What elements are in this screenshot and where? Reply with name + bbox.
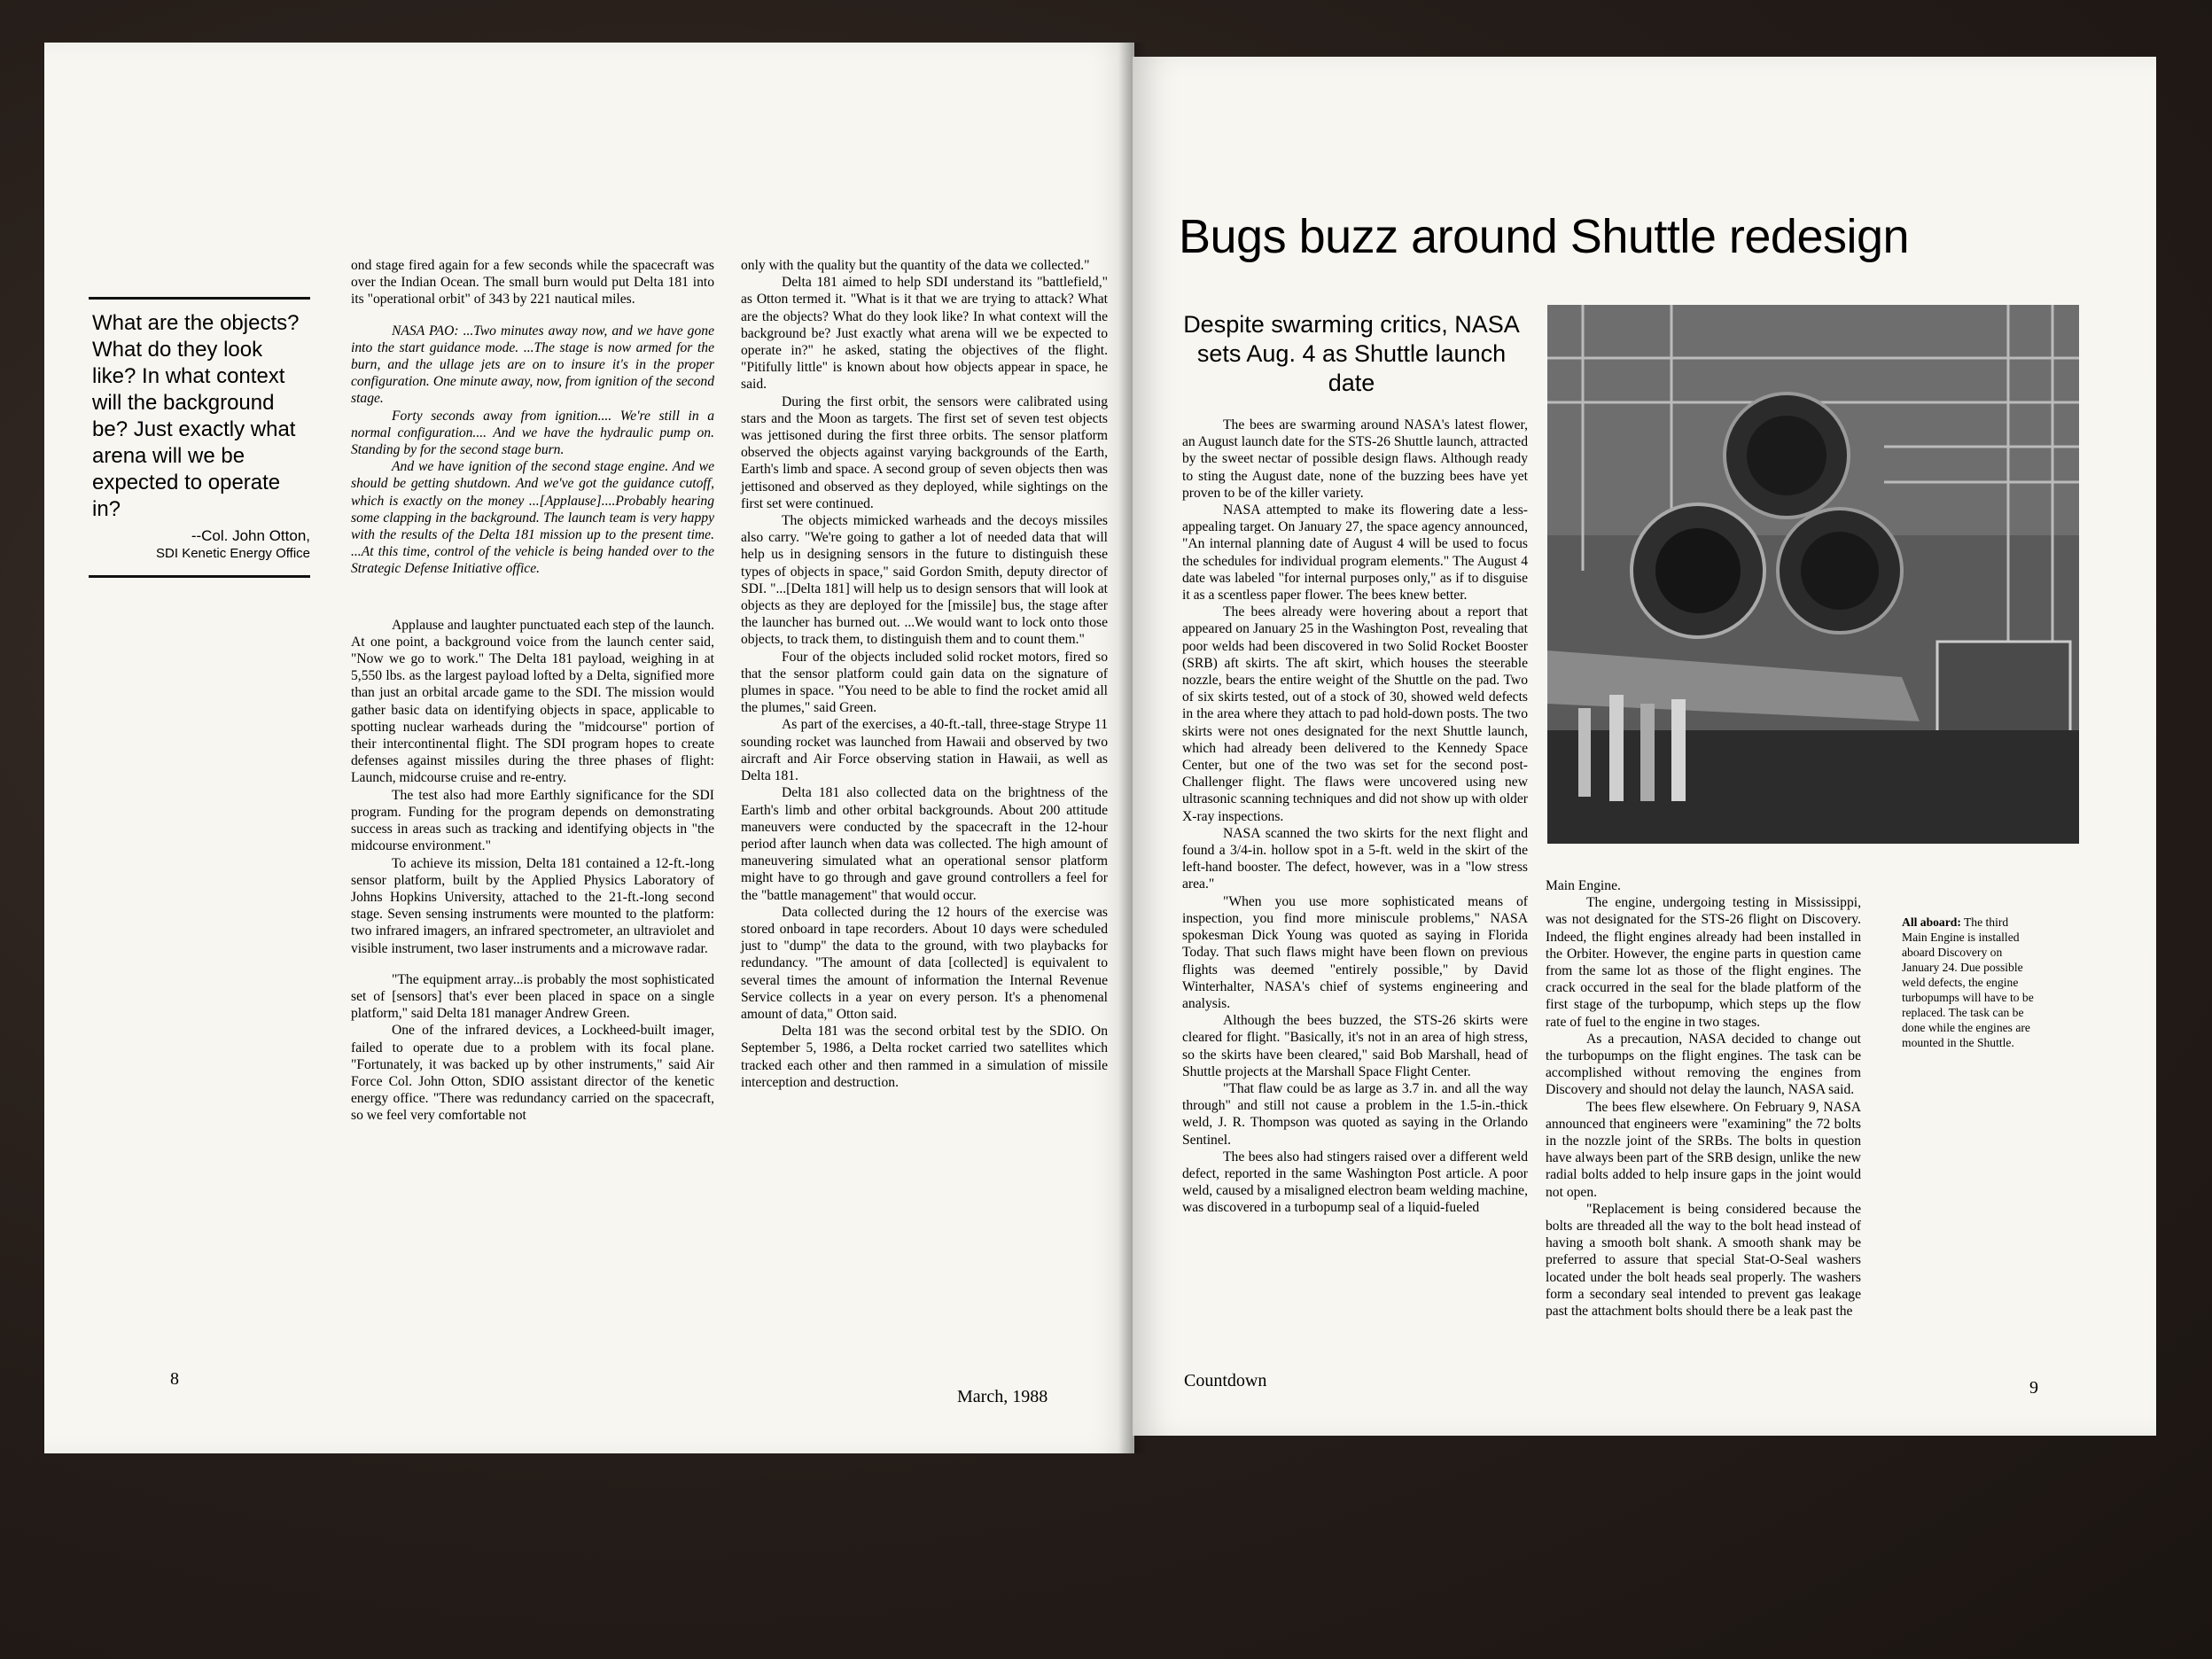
paragraph: "Replacement is being considered because the bolts are threaded all the way to the bolt head instead of having a smooth bolt shank. A smooth shank may be preferred to assure that special Stat-O-Seal washers located under the bolt heads seal properly. The washers form a secondary seal intended to prevent gas leakage past the attachment bolts should there be a leak past the — [1546, 1201, 1861, 1320]
photo-illustration — [1547, 305, 2079, 844]
pull-quote-attribution-title: SDI Kenetic Energy Office — [156, 546, 310, 561]
paragraph: only with the quality but the quantity of the data we collected." — [741, 258, 1090, 273]
paragraph: The bees flew elsewhere. On February 9, NASA announced that engineers were "examining" the 72 bolts in the nozzle joint of the SRBs. The bolts in question have always been part of the SRB design, unlike the new radial bolts added to help insure gaps in the joint would not open. — [1546, 1099, 1861, 1200]
paragraph-pao-transcript: And we have ignition of the second stage engine. And we should be getting shutdown. And we've got the guidance cutoff, which is exactly on the money ...[Applause]....Probably hearing some clapping in the background. The launch team is very happy with the results of the Delta 181 mission up to the present time. ...At this time, control of the vehicle is being handed over to the Strategic Defense Initiative office. — [351, 459, 714, 577]
right-page-number: 9 — [2029, 1378, 2038, 1398]
pull-quote-attribution-name: --Col. John Otton, — [191, 527, 310, 544]
right-page-column-2 — [1546, 877, 1861, 1320]
left-page-footer-date: March, 1988 — [957, 1387, 1048, 1406]
paragraph: The test also had more Earthly significance for the SDI program. Funding for the program depends on demonstrating success in areas such as tracking and identifying objects in "the midcourse environment." — [351, 787, 714, 854]
right-page-footer-title: Countdown — [1184, 1371, 1267, 1390]
paragraph: As part of the exercises, a 40-ft.-tall, three-stage Strype 11 sounding rocket was launched from Hawaii and observed by two aircraft and Air Force observing station in Hawaii, as well as Delta 181. — [741, 717, 1108, 784]
paragraph: Data collected during the 12 hours of the exercise was stored onboard in tape recorders. About 10 days were scheduled just to "dump" the data to the ground, with two playbacks for redundancy. "The amount of data [collected] is equivalent to several times the amount of information the Internal Revenue Service collects in a year on every person. It's a phenomenal amount of data," Otton said. — [741, 904, 1108, 1022]
paragraph: ond stage fired again for a few seconds while the spacecraft was over the Indian Ocean. The small burn would put Delta 181 into its "operational orbit" of 343 by 221 nautical miles. — [351, 258, 714, 308]
article-headline: Bugs buzz around Shuttle redesign — [1179, 210, 1910, 263]
paragraph: "That flaw could be as large as 3.7 in. and all the way through" and still not cause a problem in the 1.5-in.-thick weld, J. R. Thompson was quoted as saying in the Orlando Sentinel. — [1182, 1080, 1528, 1148]
pull-quote-box — [89, 297, 310, 578]
left-page-column-1 — [351, 257, 714, 1125]
paragraph: To achieve its mission, Delta 181 contained a 12-ft.-long sensor platform, built by the Applied Physics Laboratory of Johns Hopkins University, attached to the 21-ft.-long second stage. Seven sensing instruments were mounted to the platform: two infrared imagers, an infrared spectrometer, an ultraviolet and visible instrument, two laser instruments and a microwave radar. — [351, 855, 714, 956]
paragraph: As a precaution, NASA decided to change out the turbopumps on the flight engines. The task can be accomplished without removing the engines from Discovery and should not delay the launch, NASA said. — [1546, 1031, 1861, 1098]
paragraph: Main Engine. — [1546, 878, 1621, 893]
shuttle-engine-photo — [1547, 305, 2079, 844]
pull-quote-text: What are the objects? What do they look like? In what context will the background be? Just exactly what arena will we be expected to operate in? — [92, 311, 300, 521]
paragraph: The bees are swarming around NASA's latest flower, an August launch date for the STS-26 Shuttle launch, attracted by the sweet nectar of possible design flaws. Although ready to sting the August date, none of the buzzing bees have yet proven to be of the killer variety. — [1182, 417, 1528, 501]
photo-caption-lead: All aboard: — [1902, 915, 1961, 929]
paragraph: Applause and laughter punctuated each step of the launch. At one point, a background voice from the launch center said, "Now we go to work." The Delta 181 payload, weighing in at 5,550 lbs. as the largest payload lofted by a Delta, signified more than just an orbital arcade game to the SDI. The mission would gather basic data on identifying objects in space, applicable to spotting nuclear warheads during the "midcourse" portion of their intercontinental flight. The SDI program hopes to create defenses against missiles during the three phases of flight: Launch, midcourse cruise and re-entry. — [351, 617, 714, 786]
paragraph: Delta 181 was the second orbital test by the SDIO. On September 5, 1986, a Delta rocket carried two satellites which tracked each other and then rammed in a simulation of missile interception and destruction. — [741, 1024, 1108, 1090]
left-page-column-2 — [741, 257, 1108, 1091]
paragraph: The bees already were hovering about a report that appeared on January 25 in the Washington Post, revealing that poor welds had been discovered in two Solid Rocket Booster (SRB) aft skirts. The aft skirt, which houses the steerable nozzle, bears the entire weight of the Shuttle on the pad. Two of six skirts tested, out of a stock of 30, showed weld defects in the area where they attach to pad hold-down posts. The two skirts were not ones designated for the next Shuttle launch, which had already been delivered to the Kennedy Space Center, but one of the two was set for the second post-Challenger flight. The flaws were uncovered using new ultrasonic scanning techniques and did not show up with older X-ray inspections. — [1182, 604, 1528, 824]
paragraph: During the first orbit, the sensors were calibrated using stars and the Moon as targets. The first set of seven test objects was jettisoned during the first three orbits. The sensor platform observed the objects against varying backgrounds of the Earth, Earth's limb and space. A second group of seven objects then was jettisoned and observed as they deployed, while sightings on the first set were continued. — [741, 393, 1108, 511]
paragraph: "The equipment array...is probably the most sophisticated set of [sensors] that's ever been placed in space on a single platform," said Delta 181 manager Andrew Green. — [351, 971, 714, 1022]
paragraph-pao-transcript: Forty seconds away from ignition.... We're still in a normal configuration.... And we have the hydraulic pump on. Standing by for the second stage burn. — [351, 408, 714, 458]
paragraph: NASA scanned the two skirts for the next flight and found a 3/4-in. hollow spot in a 5-ft. weld in the skirt of the left-hand booster. The defect, however, was in a "low stress area." — [1182, 825, 1528, 892]
paragraph: "When you use more sophisticated means of inspection, you find more miniscule problems," NASA spokesman Dick Young was quoted as saying in Florida Today. That such flaws might have been flown on previous flights was deemed "entirely possible," by David Winterhalter, NASA's chief of systems engineering and analysis. — [1182, 893, 1528, 1011]
paragraph: NASA attempted to make its flowering date a less-appealing target. On January 27, the space agency announced, "An internal planning date of August 4 will be used to focus the schedules for individual program elements." The August 4 date was labeled "for internal purposes only," as if to disguise it as a scentless paper flower. The bees knew better. — [1182, 502, 1528, 604]
paragraph: The engine, undergoing testing in Mississippi, was not designated for the STS-26 flight on Discovery. Indeed, the flight engines already had been installed in the Orbiter. However, the engine parts in question came from the same lot as those of the flight engines. The crack occurred in the seal for the blade platform of the first stage of the turbopump, which steps up the flow rate of fuel to the engine in two stages. — [1546, 895, 1861, 1030]
photo-caption — [1902, 915, 2035, 1050]
photo-caption-text: The third Main Engine is installed aboard Discovery on January 24. Due possible weld defects, the engine turbopumps will have to be replaced. The task can be done while the engines are mounted in the Shuttle. — [1902, 915, 2034, 1049]
right-page-column-1 — [1182, 417, 1528, 1217]
left-page-number: 8 — [170, 1369, 179, 1389]
paragraph-pao-transcript: NASA PAO: ...Two minutes away now, and we have gone into the start guidance mode. ...The stage is now armed for the burn, and the ullage jets are on to insure it's in the proper configuration. One minute away, now, from ignition of the second stage. — [351, 323, 714, 407]
paragraph: Delta 181 also collected data on the brightness of the Earth's limb and other orbital backgrounds. About 200 attitude maneuvers were conducted by the spacecraft in the 12-hour period after launch when data was collected. The high amount of maneuvering simulated what an operational sensor platform might have to go through and gave ground controllers a feel for the "battle management" that would occur. — [741, 785, 1108, 903]
paragraph: Delta 181 aimed to help SDI understand its "battlefield," as Otton termed it. "What is it that we are trying to attack? What are the objects? What do they look like? In what context will the background be? Just exactly what arena will we be expected to operate in?" he asked, stating the objectives of the flight. "Pitifully little" is known about how objects appear in space, he said. — [741, 275, 1108, 393]
paragraph: Although the bees buzzed, the STS-26 skirts were cleared for flight. "Basically, it's not in an area of high stress, so the skirts have been cleared," said Bob Marshall, head of Shuttle projects at the Marshall Space Flight Center. — [1182, 1013, 1528, 1079]
paragraph: The bees also had stingers raised over a different weld defect, reported in the same Washington Post article. A poor weld, caused by a misaligned electron beam welding machine, was discovered in a turbopump seal of a liquid-fueled — [1182, 1149, 1528, 1216]
article-deck: Despite swarming critics, NASA sets Aug. 4 as Shuttle launch date — [1183, 311, 1520, 396]
paragraph: Four of the objects included solid rocket motors, fired so that the sensor platform could gain data on the signature of plumes in space. "You need to be able to find the rocket amid all the plumes," said Green. — [741, 649, 1108, 716]
paragraph: The objects mimicked warheads and the decoys missiles also carry. "We're going to gather a lot of needed data that will help us in designing sensors in the future to distinguish these types of objects in space," said Gordon Smith, deputy director of SDI. "...[Delta 181] will help us to design sensors that will look at objects as they are deployed for the [missile] bus, the stage after the launcher has burned out. ...We would want to lock onto those objects, to track them, to distinguish them and to count them." — [741, 513, 1108, 648]
paragraph: One of the infrared devices, a Lockheed-built imager, failed to operate due to a problem with its focal plane. "Fortunately, it was backed up by other instruments," said Air Force Col. John Otton, SDIO assistant director of the kenetic energy office. "There was redundancy carried on the spacecraft, so we feel very comfortable not — [351, 1023, 714, 1124]
